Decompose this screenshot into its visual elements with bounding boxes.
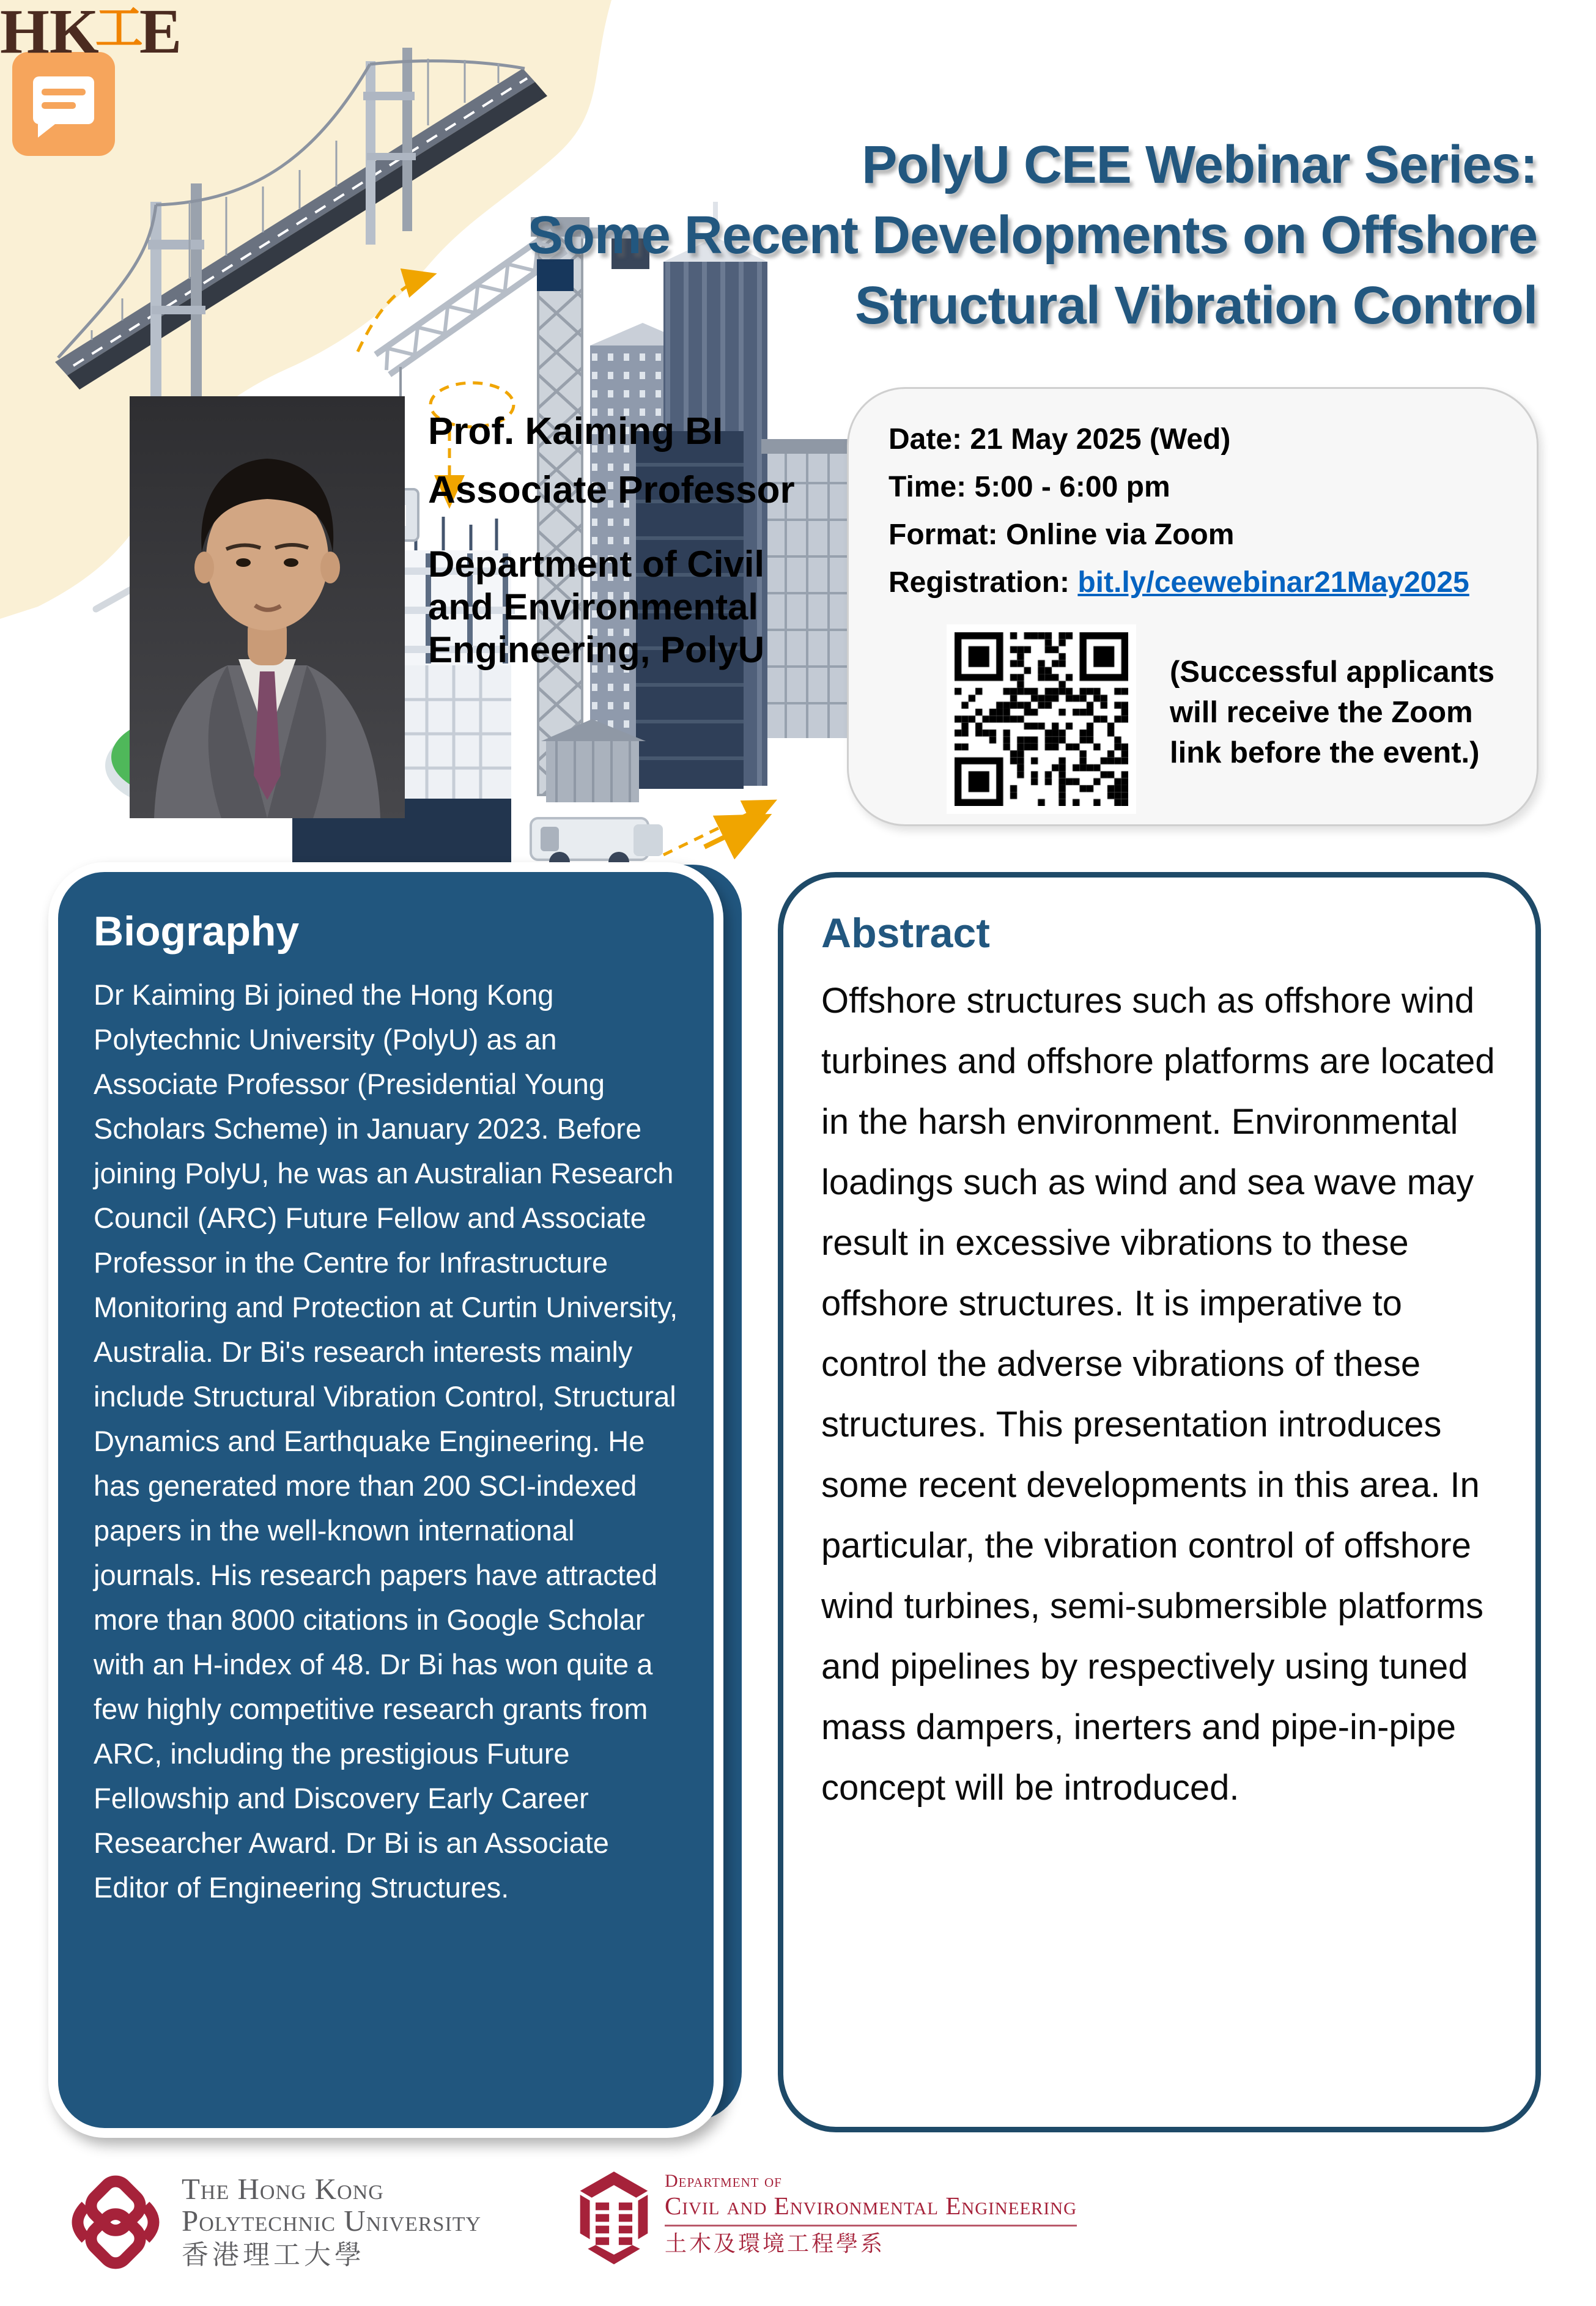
biography-text: Dr Kaiming Bi joined the Hong Kong Polytechnic University (PolyU) as an Associate Professor (Presidential Young Scholars Scheme) in January 2023. Before joining PolyU, he was an Australian Research Council (ARC) Future Fellow and Associate Professor in the Centre for Infrastructure Monitoring and Protection at Curtin University, Australia. Dr Bi's research interests mainly include Structural Vibration Control, Structural Dynamics and Earthquake Engineering. He has generated more than 200 SCI-indexed papers in the well-known international journals. His research papers have attracted more than 8000 citations in Google Scholar with an H-index of 48. Dr Bi has won quite a few highly competitive research grants from ARC, including the prestigious Future Fellowship and Discovery Early Career Researcher Award. Dr Bi is an Associate Editor of Engineering Structures. (94, 978, 678, 1904)
speaker-role: Associate Professor (428, 469, 795, 511)
title-line-3: Structural Vibration Control (855, 276, 1537, 335)
polyu-knot-icon (63, 2170, 168, 2275)
cee-name-line2: Civil and Environmental Engineering (665, 2192, 1077, 2227)
abstract-heading: Abstract (821, 910, 990, 956)
cee-name-line1: Department of (665, 2171, 782, 2191)
speaker-name: Prof. Kaiming BI (428, 410, 723, 453)
abstract-panel (778, 872, 1541, 2132)
biography-heading: Biography (94, 908, 300, 955)
polyu-logo (63, 2170, 481, 2275)
event-time: Time: 5:00 - 6:00 pm (889, 471, 1170, 503)
cee-cube-icon (578, 2170, 650, 2266)
biography-panel (48, 862, 723, 2138)
speaker-affiliation: Department of Civil and Environmental Engineering, PolyU (428, 544, 765, 670)
title-line-2: Some Recent Developments on Offshore (527, 205, 1537, 265)
title-line-1: PolyU CEE Webinar Series: (862, 135, 1537, 194)
polyu-name-line1: The Hong Kong (182, 2172, 384, 2206)
registration-note: (Successful applicants will receive the Zoom link before the event.) (1170, 656, 1495, 769)
polyu-name-chinese: 香港理工大學 (182, 2240, 365, 2270)
page-title (375, 130, 1537, 341)
event-format: Format: Online via Zoom (889, 519, 1235, 551)
event-details-card (847, 387, 1539, 826)
qr-code (947, 624, 1136, 814)
hkie-mark-icon: HK工E (0, 0, 182, 67)
event-date: Date: 21 May 2025 (Wed) (889, 423, 1231, 456)
registration-link[interactable]: bit.ly/ceewebinar21May2025 (1077, 566, 1469, 599)
event-registration: Registration: bit.ly/ceewebinar21May2025 (889, 566, 1469, 599)
polyu-name-line2: Polytechnic University (182, 2204, 482, 2238)
cee-name-chinese: 土木及環境工程學系 (665, 2231, 885, 2256)
cee-logo (578, 2170, 1077, 2266)
abstract-text: Offshore structures such as offshore wind turbines and offshore platforms are located in the harsh environment. Environmental loadings such as wind and sea wave may result in excessive vibrations to these offshore structures. It is imperative to control the adverse vibrations of these structures. This presentation introduces some recent developments in this area. In particular, the vibration control of offshore wind turbines, semi-submersible platforms and pipelines by respectively using tuned mass dampers, inerters and pipe-in-pipe concept will be introduced. (821, 981, 1495, 1808)
speaker-photo (130, 396, 405, 818)
